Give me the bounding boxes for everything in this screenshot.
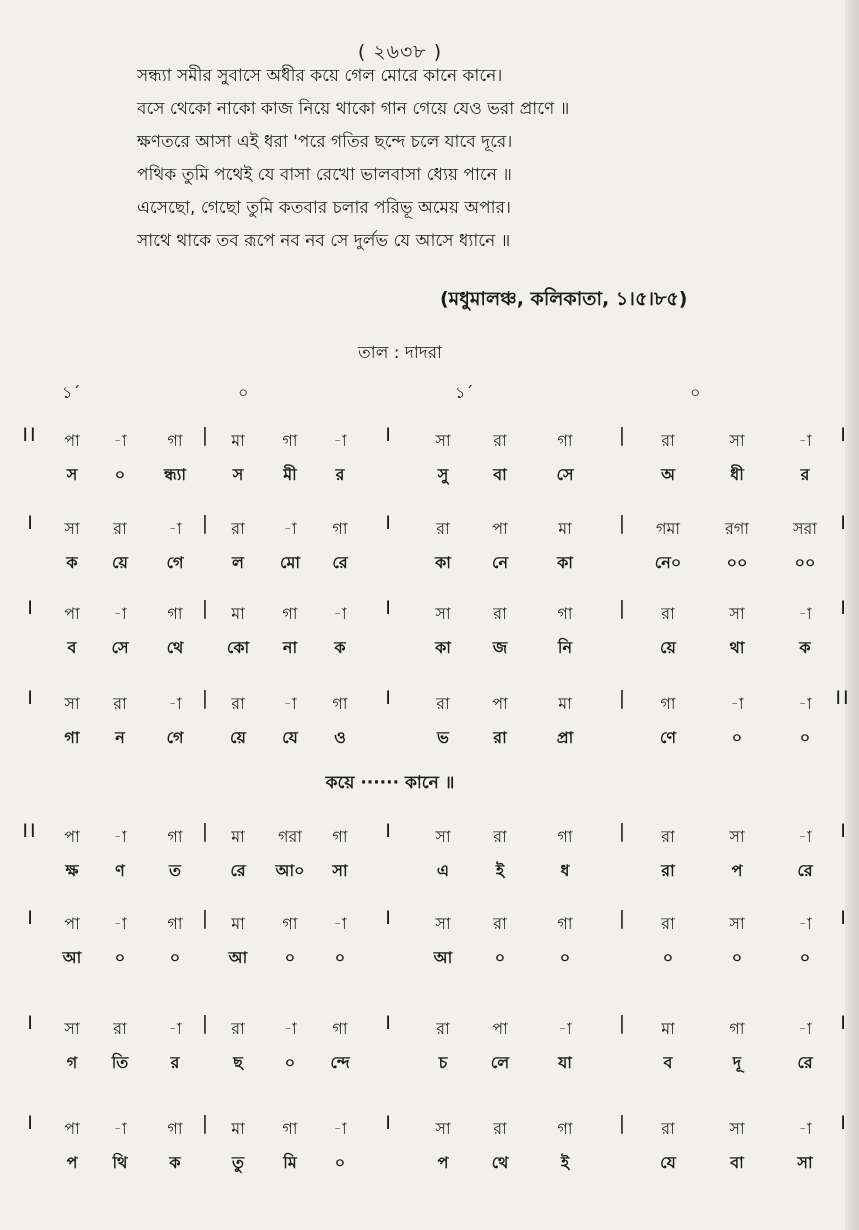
bar-line: I: [840, 597, 846, 619]
swara-note: সা: [64, 519, 80, 538]
lyric-syllable: ল: [232, 553, 244, 572]
swara-note: গা: [557, 827, 573, 846]
notation-block: [0, 818, 859, 886]
swara-note: -া: [798, 431, 812, 450]
lyric-syllable: ০: [114, 465, 126, 484]
notation-block: [0, 510, 859, 578]
bar-line: |: [618, 512, 626, 534]
lyric-syllable: রে: [332, 553, 348, 572]
lyric-syllable: ০: [731, 728, 743, 747]
lyric-syllable: বা: [493, 465, 507, 484]
lyric-syllable: কো: [226, 638, 250, 657]
lyric-syllable: ০: [334, 1153, 346, 1172]
lyric-syllable: মো: [279, 553, 301, 572]
bar-line: I: [27, 597, 33, 619]
swara-note: সা: [435, 604, 451, 623]
lyric-syllable: ০: [731, 948, 743, 967]
lyric-row: [0, 939, 859, 973]
beat-mark: ১´: [62, 383, 81, 402]
swara-note: রগা: [725, 519, 749, 538]
swara-note: সা: [729, 604, 745, 623]
lyric-syllable: ব: [663, 1053, 673, 1072]
lyric-syllable: আ: [433, 948, 453, 967]
lyric-syllable: রে: [797, 1053, 813, 1072]
source-citation: (মধুমালঞ্চ, কলিকাতা, ১।৫।৮৫): [440, 288, 688, 310]
swara-note: -া: [333, 914, 347, 933]
lyric-syllable: কা: [435, 553, 451, 572]
lyric-syllable: ০: [559, 948, 571, 967]
bar-line: I: [385, 1012, 391, 1034]
page-number: ( ২৬৩৮ ): [357, 41, 443, 63]
lyric-row: [0, 1044, 859, 1078]
swara-note: সরা: [792, 519, 818, 538]
swara-note: সা: [64, 1019, 80, 1038]
lyric-syllable: ক: [334, 638, 346, 657]
swara-note: রা: [661, 431, 675, 450]
swara-note: গা: [729, 1019, 745, 1038]
swara-note: পা: [64, 1119, 80, 1138]
lyric-syllable: গে: [166, 728, 184, 747]
swara-note: গমা: [655, 519, 681, 538]
swara-row: [0, 595, 859, 629]
lyric-syllable: রা: [661, 861, 675, 880]
lyric-syllable: ক: [799, 638, 811, 657]
swara-note: -া: [168, 694, 182, 713]
bar-line: II: [22, 424, 38, 446]
lyric-syllable: গে: [166, 553, 184, 572]
swara-note: সা: [64, 694, 80, 713]
bar-line: I: [840, 820, 846, 842]
notation-block: [0, 595, 859, 663]
bar-line: I: [385, 424, 391, 446]
lyric-syllable: প: [437, 1153, 449, 1172]
swara-note: -া: [730, 694, 744, 713]
lyric-syllable: ক: [169, 1153, 181, 1172]
lyric-syllable: দূ: [732, 1053, 742, 1072]
swara-note: গা: [557, 604, 573, 623]
bar-line: |: [201, 1012, 209, 1034]
lyric-syllable: যে: [282, 728, 298, 747]
lyric-syllable: ন: [115, 728, 125, 747]
bar-line: |: [201, 687, 209, 709]
swara-note: মা: [558, 694, 572, 713]
swara-note: রা: [493, 827, 507, 846]
swara-note: রা: [113, 1019, 127, 1038]
swara-note: সা: [435, 1119, 451, 1138]
lyric-syllable: র: [170, 1053, 180, 1072]
poem-line: এসেছো, গেছো তুমি কতবার চলার পরিভূ অমেয় অপার।: [137, 198, 512, 218]
lyric-syllable: ০: [662, 948, 674, 967]
bar-line: |: [618, 1012, 626, 1034]
bar-line: I: [385, 820, 391, 842]
swara-note: গা: [167, 1119, 183, 1138]
bar-line: |: [201, 512, 209, 534]
swara-note: রা: [436, 519, 450, 538]
lyric-syllable: ০: [114, 948, 126, 967]
bar-line: |: [618, 907, 626, 929]
swara-note: রা: [231, 694, 245, 713]
swara-note: রা: [113, 519, 127, 538]
lyric-syllable: আ০: [275, 861, 305, 880]
lyric-syllable: মী: [283, 465, 297, 484]
swara-note: গা: [282, 914, 298, 933]
lyric-syllable: রে: [797, 861, 813, 880]
bar-line: |: [201, 424, 209, 446]
lyric-syllable: থা: [729, 638, 745, 657]
lyric-syllable: ন্দে: [330, 1053, 350, 1072]
lyric-syllable: র: [800, 465, 810, 484]
swara-note: মা: [231, 1119, 245, 1138]
lyric-syllable: থে: [166, 638, 184, 657]
lyric-syllable: লে: [490, 1053, 510, 1072]
swara-note: রা: [493, 1119, 507, 1138]
bar-line: I: [840, 907, 846, 929]
lyric-syllable: এ: [436, 861, 450, 880]
lyric-syllable: থে: [491, 1153, 509, 1172]
swara-note: সা: [435, 914, 451, 933]
lyric-syllable: ০: [284, 1053, 296, 1072]
bar-line: I: [840, 424, 846, 446]
swara-note: -া: [798, 827, 812, 846]
lyric-syllable: গা: [64, 728, 80, 747]
swara-note: -া: [798, 604, 812, 623]
swara-note: -া: [113, 431, 127, 450]
swara-note: -া: [283, 519, 297, 538]
bar-line: |: [618, 597, 626, 619]
bar-line: II: [835, 687, 851, 709]
swara-note: -া: [798, 1119, 812, 1138]
swara-note: গা: [557, 431, 573, 450]
swara-note: গা: [557, 1119, 573, 1138]
swara-note: গা: [660, 694, 676, 713]
swara-note: পা: [64, 914, 80, 933]
swara-note: পা: [64, 827, 80, 846]
bar-line: I: [840, 1112, 846, 1134]
lyric-syllable: ছ: [233, 1053, 243, 1072]
swara-row: [0, 685, 859, 719]
lyric-syllable: অ: [661, 465, 675, 484]
swara-note: রা: [661, 827, 675, 846]
swara-note: গা: [557, 914, 573, 933]
lyric-syllable: ণে: [659, 728, 677, 747]
swara-note: -া: [283, 1019, 297, 1038]
beat-mark: ০: [238, 383, 249, 402]
swara-note: গা: [167, 914, 183, 933]
lyric-syllable: নে০: [654, 553, 682, 572]
notation-block: [0, 422, 859, 490]
lyric-syllable: থি: [112, 1153, 128, 1172]
lyric-syllable: ০: [494, 948, 506, 967]
bar-line: |: [618, 1112, 626, 1134]
lyric-syllable: ০০: [726, 553, 748, 572]
swara-row: [0, 905, 859, 939]
lyric-syllable: নি: [557, 638, 573, 657]
lyric-syllable: স: [66, 465, 78, 484]
bar-line: |: [618, 820, 626, 842]
swara-note: সা: [729, 1119, 745, 1138]
swara-note: -া: [798, 1019, 812, 1038]
lyric-syllable: ভ: [437, 728, 449, 747]
swara-row: [0, 510, 859, 544]
bar-line: |: [201, 907, 209, 929]
swara-note: মা: [231, 827, 245, 846]
lyric-syllable: যা: [558, 1053, 572, 1072]
poem-line: পথিক তুমি পথেই যে বাসা রেখো ভালবাসা ধ্যেয় পানে ॥: [137, 165, 512, 185]
lyric-syllable: জ: [492, 638, 508, 657]
lyric-syllable: সু: [437, 465, 449, 484]
swara-note: মা: [231, 604, 245, 623]
swara-note: গা: [167, 827, 183, 846]
lyric-syllable: ০: [334, 948, 346, 967]
swara-note: গা: [167, 431, 183, 450]
bar-line: I: [385, 1112, 391, 1134]
lyric-syllable: ও: [334, 728, 346, 747]
bar-line: |: [618, 687, 626, 709]
bar-line: I: [27, 907, 33, 929]
lyric-syllable: নে: [491, 553, 509, 572]
lyric-syllable: ক্ষ: [65, 861, 79, 880]
lyric-syllable: ০: [799, 948, 811, 967]
swara-note: রা: [231, 519, 245, 538]
lyric-row: [0, 456, 859, 490]
bar-line: |: [618, 424, 626, 446]
swara-note: -া: [333, 1119, 347, 1138]
lyric-syllable: ০: [799, 728, 811, 747]
swara-note: গা: [282, 431, 298, 450]
lyric-syllable: য়ে: [230, 728, 246, 747]
poem-line: সাথে থাকে তব রূপে নব নব সে দুর্লভ যে আসে ধ্যানে ॥: [137, 231, 511, 251]
bar-line: |: [201, 820, 209, 842]
swara-row: [0, 818, 859, 852]
lyric-syllable: ০: [284, 948, 296, 967]
swara-note: সা: [729, 431, 745, 450]
lyric-syllable: চ: [438, 1053, 448, 1072]
bar-line: I: [385, 687, 391, 709]
beat-mark: ১´: [455, 383, 474, 402]
bar-line: |: [201, 1112, 209, 1134]
lyric-syllable: ই: [560, 1153, 570, 1172]
lyric-syllable: ই: [495, 861, 505, 880]
bar-line: I: [385, 597, 391, 619]
lyric-syllable: আ: [228, 948, 248, 967]
lyric-row: [0, 719, 859, 753]
lyric-syllable: প্রা: [556, 728, 574, 747]
swara-note: রা: [661, 604, 675, 623]
bar-line: I: [840, 512, 846, 534]
swara-note: গা: [332, 827, 348, 846]
lyric-syllable: ন্ধ্যা: [164, 465, 186, 484]
swara-note: -া: [798, 914, 812, 933]
lyric-row: [0, 544, 859, 578]
swara-note: পা: [492, 694, 508, 713]
lyric-syllable: ০: [169, 948, 181, 967]
swara-note: -া: [113, 827, 127, 846]
lyric-syllable: আ: [62, 948, 82, 967]
swara-note: রা: [436, 1019, 450, 1038]
lyric-syllable: স: [232, 465, 244, 484]
poem-line: ক্ষণতরে আসা এই ধরা 'পরে গতির ছন্দে চলে যাবে দূরে।: [137, 132, 513, 152]
notation-block: [0, 1110, 859, 1178]
notation-block: [0, 685, 859, 753]
lyric-syllable: গ: [66, 1053, 78, 1072]
lyric-syllable: সা: [332, 861, 348, 880]
lyric-syllable: ধী: [730, 465, 744, 484]
beat-mark: ০: [690, 383, 701, 402]
swara-note: গা: [167, 604, 183, 623]
swara-note: গা: [332, 1019, 348, 1038]
swara-note: সা: [435, 827, 451, 846]
lyric-syllable: তু: [231, 1153, 245, 1172]
swara-note: রা: [661, 1119, 675, 1138]
lyric-row: [0, 852, 859, 886]
lyric-row: [0, 629, 859, 663]
swara-note: সা: [729, 827, 745, 846]
swara-note: -া: [168, 519, 182, 538]
swara-note: গরা: [278, 827, 302, 846]
lyric-syllable: য়ে: [112, 553, 128, 572]
lyric-syllable: না: [282, 638, 298, 657]
lyric-syllable: ত: [168, 861, 182, 880]
swara-note: পা: [492, 519, 508, 538]
swara-note: -া: [113, 1119, 127, 1138]
lyric-syllable: ধ: [560, 861, 570, 880]
poem-line: সন্ধ্যা সমীর সুবাসে অধীর কয়ে গেল মোরে কানে কানে।: [137, 66, 503, 86]
lyric-syllable: সা: [797, 1153, 813, 1172]
swara-note: পা: [64, 431, 80, 450]
swara-note: গা: [282, 604, 298, 623]
swara-row: [0, 1010, 859, 1044]
swara-note: রা: [493, 914, 507, 933]
swara-note: রা: [231, 1019, 245, 1038]
bar-line: II: [22, 820, 38, 842]
bar-line: I: [27, 1112, 33, 1134]
lyric-syllable: ক: [66, 553, 78, 572]
swara-note: মা: [231, 431, 245, 450]
notation-block: [0, 1010, 859, 1078]
swara-note: সা: [435, 431, 451, 450]
lyric-syllable: প: [731, 861, 743, 880]
swara-row: [0, 422, 859, 456]
bar-line: I: [385, 512, 391, 534]
swara-note: গা: [332, 694, 348, 713]
lyric-syllable: ব: [67, 638, 77, 657]
lyric-syllable: কা: [435, 638, 451, 657]
swara-note: সা: [729, 914, 745, 933]
bar-line: |: [201, 597, 209, 619]
poem-line: বসে থেকো নাকো কাজ নিয়ে থাকো গান গেয়ে যেও ভরা প্রাণে ॥: [137, 99, 570, 119]
lyric-syllable: প: [66, 1153, 78, 1172]
swara-note: -া: [558, 1019, 572, 1038]
lyric-syllable: তি: [111, 1053, 129, 1072]
swara-note: রা: [661, 914, 675, 933]
bar-line: I: [27, 1012, 33, 1034]
lyric-syllable: রে: [230, 861, 246, 880]
swara-note: -া: [333, 604, 347, 623]
swara-note: মা: [558, 519, 572, 538]
swara-row: [0, 1110, 859, 1144]
lyric-syllable: যে: [660, 1153, 676, 1172]
swara-note: রা: [493, 431, 507, 450]
lyric-syllable: য়ে: [660, 638, 676, 657]
lyric-syllable: মি: [283, 1153, 297, 1172]
swara-note: পা: [492, 1019, 508, 1038]
swara-note: রা: [113, 694, 127, 713]
swara-note: -া: [333, 431, 347, 450]
lyric-syllable: কা: [557, 553, 573, 572]
lyric-row: [0, 1144, 859, 1178]
lyric-syllable: ণ: [115, 861, 125, 880]
notation-block: [0, 905, 859, 973]
lyric-syllable: ০০: [794, 553, 816, 572]
refrain-line: কয়ে ······ কানে ॥: [325, 773, 455, 793]
lyric-syllable: সে: [556, 465, 574, 484]
bar-line: I: [840, 1012, 846, 1034]
bar-line: I: [27, 687, 33, 709]
swara-note: গা: [282, 1119, 298, 1138]
lyric-syllable: রা: [493, 728, 507, 747]
swara-note: -া: [168, 1019, 182, 1038]
swara-note: -া: [113, 604, 127, 623]
swara-note: -া: [113, 914, 127, 933]
swara-note: পা: [64, 604, 80, 623]
lyric-syllable: বা: [730, 1153, 744, 1172]
swara-note: -া: [283, 694, 297, 713]
swara-note: মা: [231, 914, 245, 933]
lyric-syllable: র: [335, 465, 345, 484]
swara-note: রা: [493, 604, 507, 623]
swara-note: মা: [661, 1019, 675, 1038]
poem-text: [137, 60, 837, 258]
swara-note: গা: [332, 519, 348, 538]
tala-label: তাল : দাদরা: [358, 343, 442, 363]
swara-note: রা: [436, 694, 450, 713]
bar-line: I: [385, 907, 391, 929]
swara-note: -া: [798, 694, 812, 713]
lyric-syllable: সে: [111, 638, 129, 657]
bar-line: I: [27, 512, 33, 534]
